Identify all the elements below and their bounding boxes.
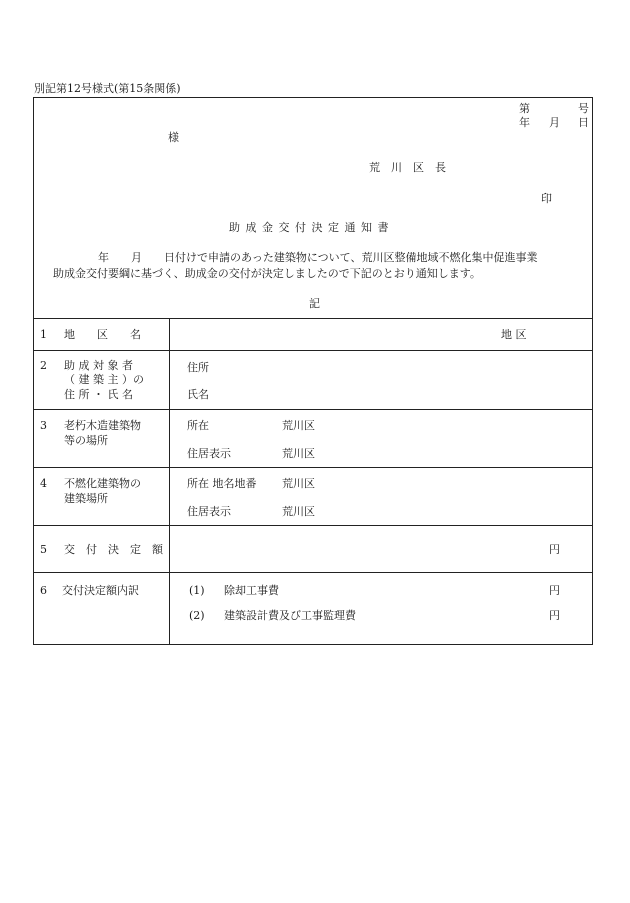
location-value: 荒川区 [282, 419, 315, 432]
table-column-rule [169, 318, 170, 644]
address-label: 住所 [187, 361, 209, 374]
applicant-label-line2: （ 建 築 主 ）の [64, 373, 144, 386]
grant-breakdown-label: 交付決定額内訳 [62, 584, 139, 597]
district-name-label: 地 区 名 [64, 328, 141, 341]
row-rule [34, 572, 592, 573]
row-rule [34, 525, 592, 526]
district-suffix: 地 区 [501, 328, 527, 341]
date-year: 年 [519, 116, 530, 129]
applicant-label-line3: 住 所 ・ 氏 名 [64, 388, 133, 401]
yen-unit: 円 [549, 609, 560, 622]
residence-value: 荒川区 [282, 447, 315, 460]
row-rule [34, 467, 592, 468]
location-label: 所在 [187, 419, 209, 432]
fireproof-building-label-line1: 不燃化建築物の [64, 477, 141, 490]
yen-unit: 円 [549, 584, 560, 597]
residence-label: 住居表示 [187, 505, 231, 518]
row-rule [34, 350, 592, 351]
row-rule [34, 409, 592, 410]
demolition-cost-label: 除却工事費 [224, 584, 279, 597]
row-number: 5 [40, 543, 47, 556]
name-label: 氏名 [187, 388, 209, 401]
seal-mark: 印 [541, 192, 552, 205]
old-building-label-line1: 老朽木造建築物 [64, 419, 141, 432]
grant-amount-label: 交 付 決 定 額 [64, 543, 163, 556]
yen-unit: 円 [549, 543, 560, 556]
row-number: 6 [40, 584, 47, 597]
body-line-2: 助成金交付要綱に基づく、助成金の交付が決定しましたので下記のとおり通知します。 [53, 267, 481, 280]
residence-label: 住居表示 [187, 447, 231, 460]
location-lot-label: 所在 地名地番 [187, 477, 257, 490]
row-number: 4 [40, 477, 47, 490]
item-number: (2) [189, 609, 205, 622]
sender: 荒 川 区 長 [369, 161, 446, 174]
row-number: 2 [40, 359, 47, 372]
number-suffix: 号 [578, 102, 589, 115]
residence-value: 荒川区 [282, 505, 315, 518]
number-prefix: 第 [519, 102, 530, 115]
notice-form [33, 97, 593, 645]
date-day: 日 [578, 116, 589, 129]
ki-heading: 記 [309, 297, 320, 310]
body-line-1: 年 月 日付けで申請のあった建築物について、荒川区整備地域不燃化集中促進事業 [98, 251, 538, 264]
row-number: 1 [40, 328, 47, 341]
fireproof-building-label-line2: 建築場所 [64, 492, 108, 505]
old-building-label-line2: 等の場所 [64, 434, 108, 447]
row-number: 3 [40, 419, 47, 432]
date-month: 月 [549, 116, 560, 129]
design-supervision-cost-label: 建築設計費及び工事監理費 [224, 609, 356, 622]
form-id: 別記第12号様式(第15条関係) [34, 82, 181, 95]
document-title: 助 成 金 交 付 決 定 通 知 書 [229, 221, 390, 234]
addressee-suffix: 様 [168, 131, 179, 144]
location-lot-value: 荒川区 [282, 477, 315, 490]
applicant-label-line1: 助 成 対 象 者 [64, 359, 133, 372]
table-top-rule [34, 318, 592, 319]
item-number: (1) [189, 584, 205, 597]
